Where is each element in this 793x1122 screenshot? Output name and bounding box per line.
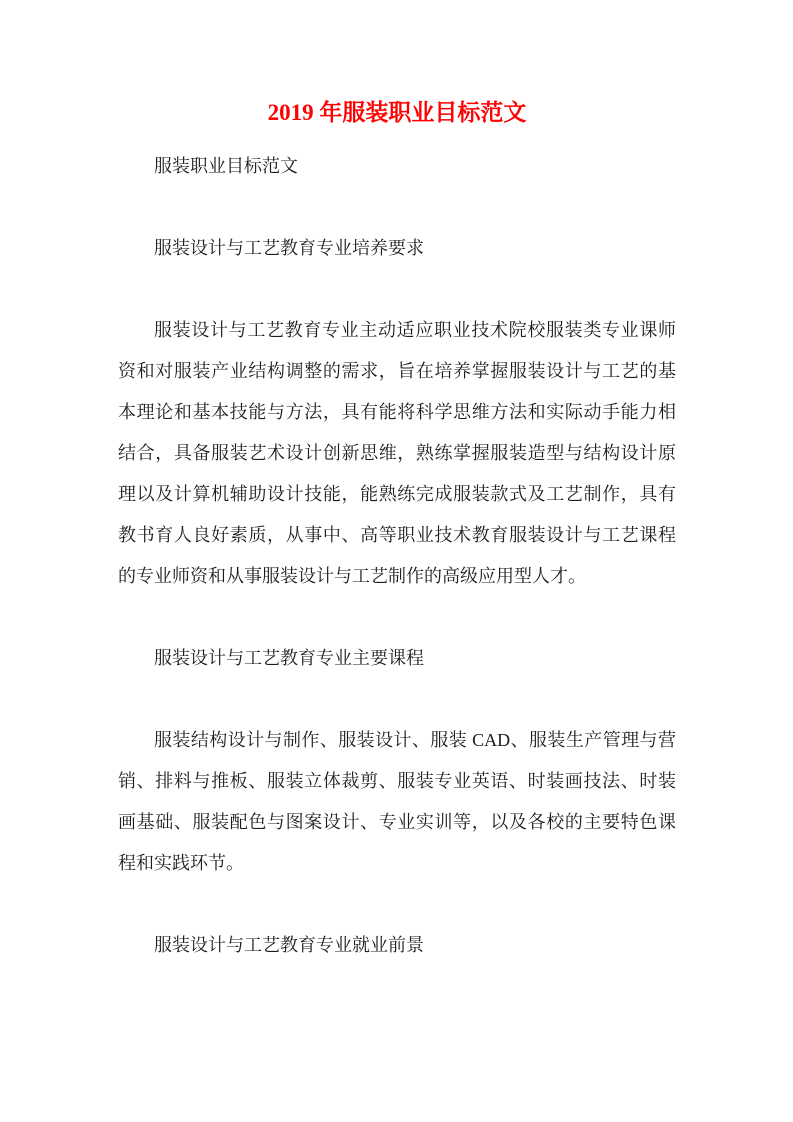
- text-line: 本理论和基本技能与方法，具有能将科学思维方法和实际动手能力相: [118, 402, 676, 422]
- section-heading-main-courses: 服装设计与工艺教育专业主要课程: [154, 648, 424, 668]
- text-line: 服装设计与工艺教育专业主动适应职业技术院校服装类专业课师: [154, 320, 676, 340]
- paragraph-main-courses: [118, 720, 676, 884]
- text-line: 理以及计算机辅助设计技能，能熟练完成服装款式及工艺制作，具有: [118, 484, 676, 504]
- document-title: 2019 年服装职业目标范文: [267, 100, 527, 125]
- text-line: 画基础、服装配色与图案设计、专业实训等，以及各校的主要特色课: [118, 812, 676, 832]
- text-line: 程和实践环节。: [118, 853, 244, 873]
- text-line: 服装结构设计与制作、服装设计、服装 CAD、服装生产管理与营: [154, 730, 676, 750]
- section-heading-training-requirements: 服装设计与工艺教育专业培养要求: [154, 238, 424, 258]
- text-line: 销、排料与推板、服装立体裁剪、服装专业英语、时装画技法、时装: [118, 771, 676, 791]
- text-line: 结合，具备服装艺术设计创新思维，熟练掌握服装造型与结构设计原: [118, 443, 676, 463]
- intro-line: 服装职业目标范文: [154, 156, 298, 176]
- text-line: 教书育人良好素质，从事中、高等职业技术教育服装设计与工艺课程: [118, 525, 676, 545]
- section-heading-career-outlook: 服装设计与工艺教育专业就业前景: [154, 935, 424, 955]
- text-line: 资和对服装产业结构调整的需求，旨在培养掌握服装设计与工艺的基: [118, 361, 676, 381]
- text-line: 的专业师资和从事服装设计与工艺制作的高级应用型人才。: [118, 566, 586, 586]
- paragraph-training-requirements: [118, 310, 676, 597]
